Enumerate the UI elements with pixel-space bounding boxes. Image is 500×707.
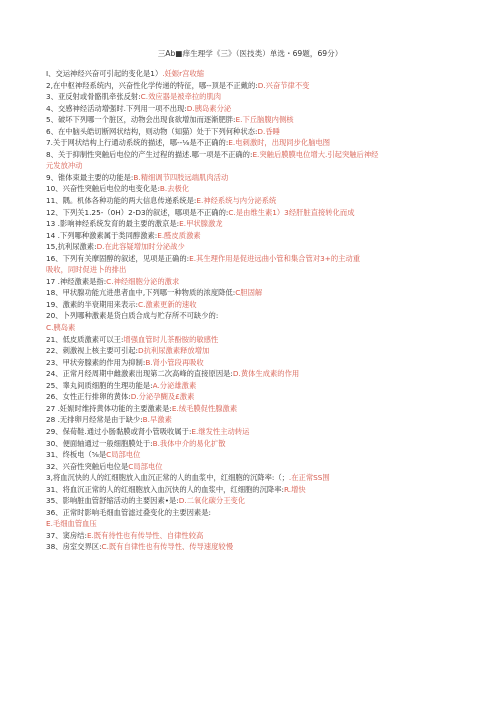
question-line <box>46 230 466 242</box>
question-text: 11、隅。机体各种功能的两大信息传递系统是: <box>46 196 197 206</box>
answer-text: D.胰岛素分泌 <box>186 103 232 113</box>
answer-text: D抗利尿激素释放增加 <box>138 346 210 356</box>
question-line <box>46 472 466 484</box>
answer-text: E.突触后膜膜电位增大.引起突触后神经 <box>252 149 379 159</box>
question-line <box>46 299 466 311</box>
question-text: 16、下列有关摩固醇的叙述，见项是正确的: <box>46 253 190 263</box>
question-line <box>46 160 466 172</box>
answer-text: 吸收，同时促进卜的排出 <box>46 265 127 275</box>
question-text: 19、激素的半衰期用来表示: <box>46 299 139 309</box>
question-text: 29、保荀鞋.通过小肠黏膜或肾小管吸收属于: <box>46 426 192 436</box>
question-line <box>46 426 466 438</box>
question-text: 32、兴奋性突触后电位是 <box>46 461 129 471</box>
answer-text: C.效应器是被牵拉的肌肉 <box>140 92 222 102</box>
question-text: 10、兴奋性突触后电位的电变化是: <box>46 184 160 194</box>
question-text: 22、刺激视上核主要可引起: <box>46 346 139 356</box>
answer-text: B.精细调节四肢远端肌肉活动 <box>133 172 229 182</box>
answer-text: E.继发性主动转运 <box>191 426 250 436</box>
question-text: 24、正常月经周期中雌激素出现第二次高峰的直接原因是: <box>46 369 233 379</box>
question-line <box>46 322 466 334</box>
question-text: 28 .无排卵月经常是由于缺少: <box>46 415 143 425</box>
question-text: 21、低皮质激素可以王: <box>46 334 124 344</box>
answer-text: A.分泌雄激素 <box>152 380 197 390</box>
question-line <box>46 149 466 161</box>
answer-text: D.兴奋节律不变 <box>257 80 310 90</box>
answer-text: B.去极化 <box>159 184 190 194</box>
answer-text: C局部电位 <box>106 450 141 460</box>
question-line <box>46 126 466 138</box>
question-text: 27 .妊娠时维持黄体功能的主要激素是: <box>46 403 172 413</box>
answer-text: E.绒毛膜促性腺激素 <box>171 403 238 413</box>
question-line <box>46 114 466 126</box>
question-text: 20、卜列哪种激素是货白质合成与贮存所不可缺少的: <box>46 311 219 321</box>
question-text: 38、房室交界区: <box>46 542 102 552</box>
question-line <box>46 207 466 219</box>
question-text: 13 .影响神经系统发育的最主要的激京是: <box>46 219 180 229</box>
question-line <box>46 276 466 288</box>
question-text: 9、锥体束最主要的功能是: <box>46 172 134 182</box>
question-line <box>46 414 466 426</box>
question-text: 14 .下列哪种激素属于类同醇激素: <box>46 230 158 240</box>
question-line <box>46 518 466 530</box>
question-text: 17 .神经激素是指: <box>46 276 107 286</box>
question-line <box>46 334 466 346</box>
question-text: 3,将血沉快的人的红细胞放入血沉正常的人的血浆中，红细胞的沉降率:（； <box>46 473 289 483</box>
answer-text: 元发放冲动 <box>46 161 83 171</box>
answer-text: E.甲状腺激龙 <box>179 219 223 229</box>
question-line <box>46 172 466 184</box>
document-title: 三Ab■痒生理学《三》（医技类）单选・69题，69分） <box>157 49 343 58</box>
answer-text: C.神经细胞分泌的激求 <box>106 276 180 286</box>
answer-text: E.醛皮质激素 <box>157 230 201 240</box>
answer-text: E.电刺激时，出现同步化脑电图 <box>228 138 331 148</box>
answer-text: .妊娠r宫收缩 <box>162 69 205 78</box>
question-line <box>46 507 466 519</box>
question-line <box>46 80 466 92</box>
question-text: 15,抗利尿激素: <box>46 242 97 252</box>
question-text: I、交运神经兴奋可引起的变化是1） <box>46 69 163 78</box>
question-line <box>46 253 466 265</box>
question-line <box>46 449 466 461</box>
question-line <box>46 137 466 149</box>
question-text: 4、交感神经活动增强时.下列用一项不出现: <box>46 103 187 113</box>
question-line <box>46 391 466 403</box>
answer-text: D.昏睡 <box>257 126 280 136</box>
question-text: 31、将血沉正常的人的红细胞放入血沉快的人的血浆中，红细胞的沉降率: <box>46 484 284 494</box>
answer-text: E.其生理作用是促进远曲小管和集合管对3+的主动重 <box>189 253 361 263</box>
question-text: 26、女性正行排卵的黄体: <box>46 392 131 402</box>
question-text: 37、窦房结: <box>46 530 87 540</box>
answer-text: C局部电位 <box>128 461 163 471</box>
question-line <box>46 310 466 322</box>
question-text: 36、正常时影响毛细血管滤过叠变化的主要因素是: <box>46 507 211 517</box>
question-line <box>46 438 466 450</box>
question-line <box>46 461 466 473</box>
question-text: 30、便面轴通过一般细胞膜处于: <box>46 438 153 448</box>
question-text: 3、亚反射或骨骼肌牵张反射: <box>46 92 141 102</box>
answer-text: D.黄体生成素的作用 <box>232 369 300 379</box>
question-line <box>46 264 466 276</box>
question-line <box>46 403 466 415</box>
question-line <box>46 68 466 80</box>
question-line <box>46 103 466 115</box>
question-line <box>46 241 466 253</box>
answer-text: E.神经系统与内分泌系统 <box>196 196 277 206</box>
question-text: 5、破坏下列哪一个脏区，动物会出现食欲增加而逐渐肥胖: <box>46 115 236 125</box>
question-line <box>46 195 466 207</box>
question-line <box>46 495 466 507</box>
question-line <box>46 484 466 496</box>
question-text: 12、下列关1.25-（0H）2-D3的叙述，哪项是不正确的: <box>46 207 229 217</box>
answer-text: E.下丘脑腹内侧核 <box>235 115 294 125</box>
question-text: 23、甲状旁腺素的作用为抑制: <box>46 357 146 367</box>
question-text: 35、影响脏血管舒缩活动的主要因素•是: <box>46 496 179 506</box>
answer-text: 增强血管时儿茶酚胺的敏感性 <box>123 334 219 344</box>
question-list <box>46 68 466 553</box>
question-text: 8、关于抑制性突触后电位的产生过程的描述.哪一项是不正确的: <box>46 149 253 159</box>
answer-text: C.既有自律性也有传导性、传导速度较慢 <box>101 542 233 552</box>
answer-text: R.增快 <box>283 484 306 494</box>
question-line <box>46 218 466 230</box>
answer-text: C.激素更新的速收 <box>138 299 197 309</box>
answer-text: B.早激素 <box>142 415 172 425</box>
question-line <box>46 530 466 542</box>
answer-text: B.我体中介的易化扩散 <box>152 438 226 448</box>
question-line <box>46 380 466 392</box>
question-text: 25、睾丸间质细胞的生理功能是: <box>46 380 153 390</box>
question-line <box>46 541 466 553</box>
answer-text: D.二氧化碳分王变化 <box>178 496 246 506</box>
answer-text: D.在此容疑增加时分泌战少 <box>96 242 185 252</box>
answer-text: B.肾小管段再吸收 <box>145 357 204 367</box>
question-text: 18、甲状腺功能亢进患者血中,下列哪一种物质的浓度降低: <box>46 288 236 298</box>
question-text: 6、在中脑头皓切断网状结构，则动物（知猫）处于下列何种状态: <box>46 126 258 136</box>
question-text: 2,在中枢神羟系统内，兴奋性化学传递的特征，哪--顶是不正戴的: <box>46 80 258 90</box>
question-line <box>46 357 466 369</box>
question-text: 31、终板电（⅝是 <box>46 450 107 460</box>
answer-text: .在正常SS围 <box>288 473 330 483</box>
question-line <box>46 183 466 195</box>
answer-text: C.是由维生素1）3经肝脏直接转化而成 <box>228 207 355 217</box>
answer-text: D.分泌孕醐及£激素 <box>130 392 195 402</box>
question-line <box>46 287 466 299</box>
answer-text: E.既有待性也有传导性、自律性较高 <box>86 530 204 540</box>
question-line <box>46 91 466 103</box>
question-line <box>46 368 466 380</box>
answer-text: E.毛细血管血压 <box>46 519 97 529</box>
question-line <box>46 345 466 357</box>
answer-text: C.胰岛素 <box>46 323 76 333</box>
question-text: 7.关于网状结构上行通动系统的描述，哪--⅛是不正确的: <box>46 138 229 148</box>
answer-text: C胆固解 <box>235 288 263 298</box>
